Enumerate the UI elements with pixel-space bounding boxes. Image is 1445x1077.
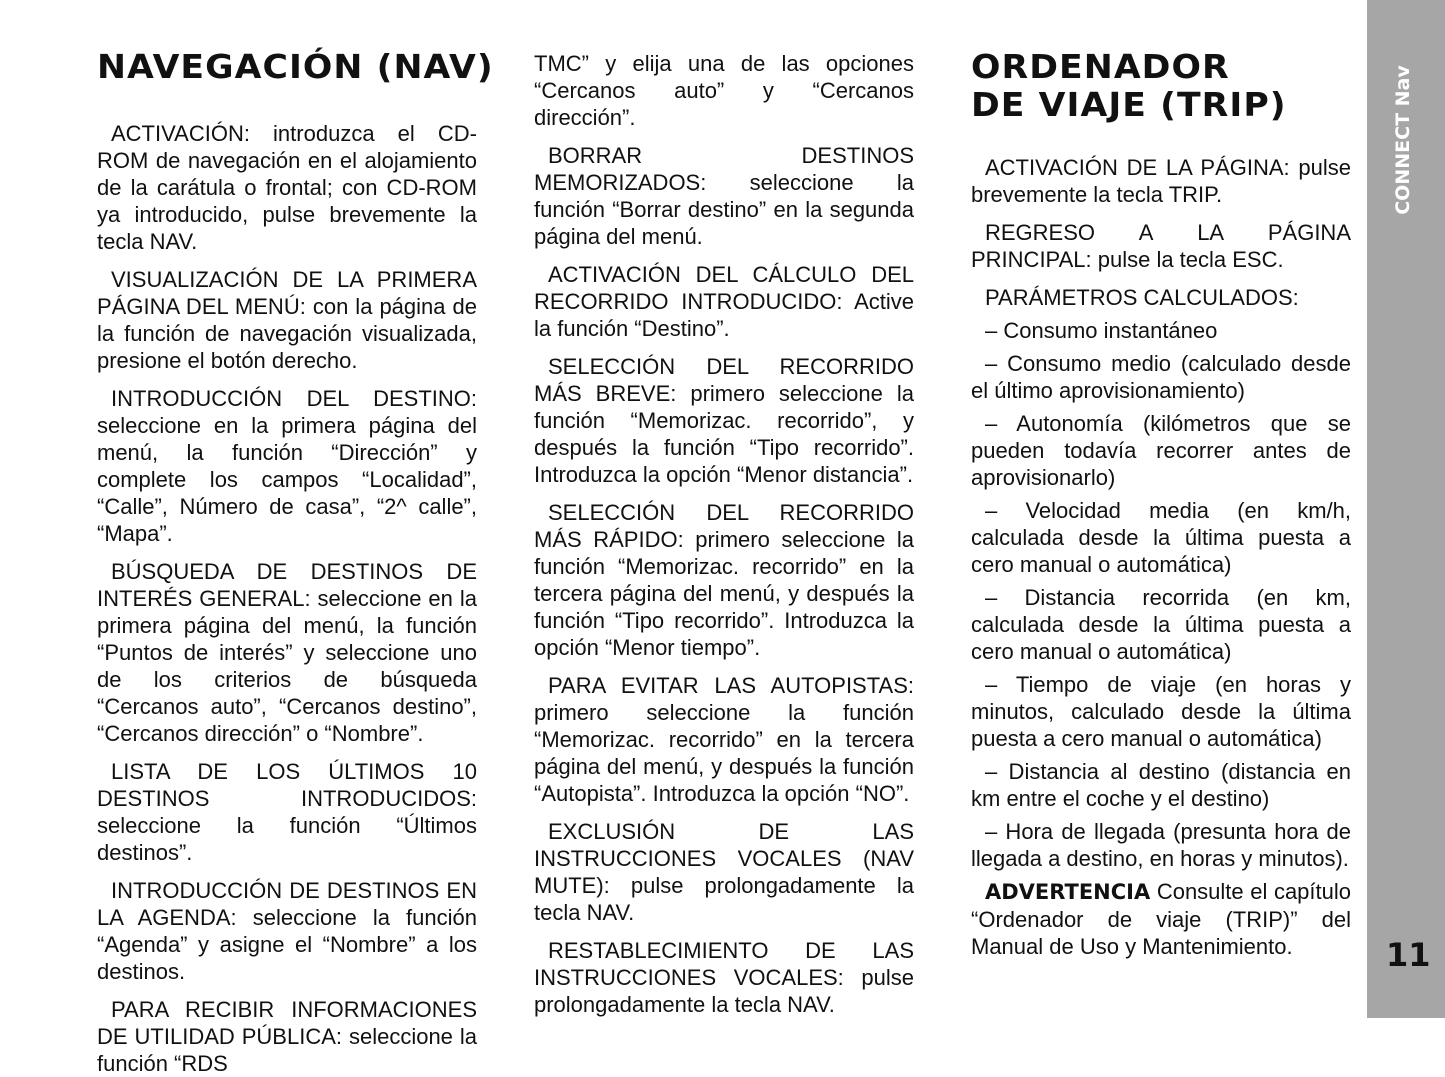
warning-text: Consulte el capítulo “Ordenador de viaje (TRIP)” del Manual de Uso y Mantenimiento.: [971, 879, 1351, 959]
sidebar-label-text: CONNECT Nav: [1392, 65, 1414, 215]
list-item: – Consumo instantáneo: [985, 318, 1218, 343]
section-title-trip: [971, 48, 1370, 124]
paragraph: REGRESO A LA PÁGINA PRINCIPAL: pulse la tecla ESC.: [971, 220, 1351, 272]
list-item: – Autonomía (kilómetros que se pueden todavía recorrer antes de aprovisionarlo): [971, 411, 1351, 490]
list-item: – Distancia recorrida (en km, calculada desde la última puesta a cero manual o automática): [971, 585, 1351, 664]
column-nav-right: [534, 50, 914, 1029]
paragraph-continuation: TMC” y elija una de las opciones “Cercanos auto” y “Cercanos dirección”.: [534, 51, 914, 130]
list-item: – Distancia al destino (distancia en km entre el coche y el destino): [971, 759, 1351, 811]
paragraph: PARA RECIBIR INFORMACIONES DE UTILIDAD PÚBLICA: seleccione la función “RDS: [97, 997, 477, 1076]
list-item: – Velocidad media (en km/h, calculada desde la última puesta a cero manual o automática): [971, 498, 1351, 577]
paragraph: VISUALIZACIÓN DE LA PRIMERA PÁGINA DEL MENÚ: con la página de la función de navegación visualizada, presione el botón derecho.: [97, 267, 477, 373]
paragraph: SELECCIÓN DEL RECORRIDO MÁS RÁPIDO: primero seleccione la función “Memorizac. recorrido” en la tercera página del menú, y después la función “Tipo recorrido”. Introduzca la opción “Menor tiempo”.: [534, 500, 914, 660]
paragraph: BÚSQUEDA DE DESTINOS DE INTERÉS GENERAL: seleccione en la primera página del menú, la función “Puntos de interés” y seleccione uno de los criterios de búsqueda “Cercanos auto”, “Cercanos destino”, “Cercanos dirección” o “Nombre”.: [97, 559, 477, 746]
list-item: – Consumo medio (calculado desde el último aprovisionamiento): [971, 351, 1351, 403]
column-trip: [971, 48, 1351, 971]
page-number: 11: [1386, 936, 1431, 974]
list-item: – Hora de llegada (presunta hora de llegada a destino, en horas y minutos).: [971, 819, 1351, 871]
sidebar-label: [1383, 50, 1423, 230]
section-title-trip-line2: DE VIAJE (TRIP): [971, 85, 1287, 124]
paragraph: ACTIVACIÓN: introduzca el CD-ROM de navegación en el alojamiento de la carátula o frontal; con CD-ROM ya introducido, pulse brevemente la tecla NAV.: [97, 121, 477, 254]
list-item: – Tiempo de viaje (en horas y minutos, calculado desde la última puesta a cero manual o automática): [971, 672, 1351, 751]
paragraph: ACTIVACIÓN DE LA PÁGINA: pulse brevemente la tecla TRIP.: [971, 155, 1351, 207]
paragraph: INTRODUCCIÓN DEL DESTINO: seleccione en la primera página del menú, la función “Dirección” y complete los campos “Localidad”, “Calle”, Número de casa”, “2^ calle”, “Mapa”.: [97, 386, 477, 546]
paragraph: SELECCIÓN DEL RECORRIDO MÁS BREVE: primero seleccione la función “Memorizac. recorrido”, y después la función “Tipo recorrido”. Introduzca la opción “Menor distancia”.: [534, 354, 914, 487]
paragraph: INTRODUCCIÓN DE DESTINOS EN LA AGENDA: seleccione la función “Agenda” y asigne el “Nombre” a los destinos.: [97, 878, 477, 984]
paragraph: ACTIVACIÓN DEL CÁLCULO DEL RECORRIDO INTRODUCIDO: Active la función “Destino”.: [534, 262, 914, 341]
warning-paragraph: [971, 878, 1351, 960]
column-nav-left: [97, 47, 494, 1077]
paragraph: PARA EVITAR LAS AUTOPISTAS: primero seleccione la función “Memorizac. recorrido” en la tercera página del menú, y después la función “Autopista”. Introduzca la opción “NO”.: [534, 673, 914, 806]
paragraph: EXCLUSIÓN DE LAS INSTRUCCIONES VOCALES (NAV MUTE): pulse prolongadamente la tecla NAV.: [534, 819, 914, 925]
section-title-navegacion: NAVEGACIÓN (NAV): [97, 47, 494, 86]
paragraph: BORRAR DESTINOS MEMORIZADOS: seleccione la función “Borrar destino” en la segunda página del menú.: [534, 143, 914, 249]
warning-label: ADVERTENCIA: [985, 880, 1151, 904]
paragraph: LISTA DE LOS ÚLTIMOS 10 DESTINOS INTRODUCIDOS: seleccione la función “Últimos destinos”.: [97, 759, 477, 865]
paragraph: RESTABLECIMIENTO DE LAS INSTRUCCIONES VOCALES: pulse prolongadamente la tecla NAV.: [534, 938, 914, 1017]
paragraph: PARÁMETROS CALCULADOS:: [985, 285, 1299, 310]
section-title-trip-line1: ORDENADOR: [971, 47, 1230, 86]
